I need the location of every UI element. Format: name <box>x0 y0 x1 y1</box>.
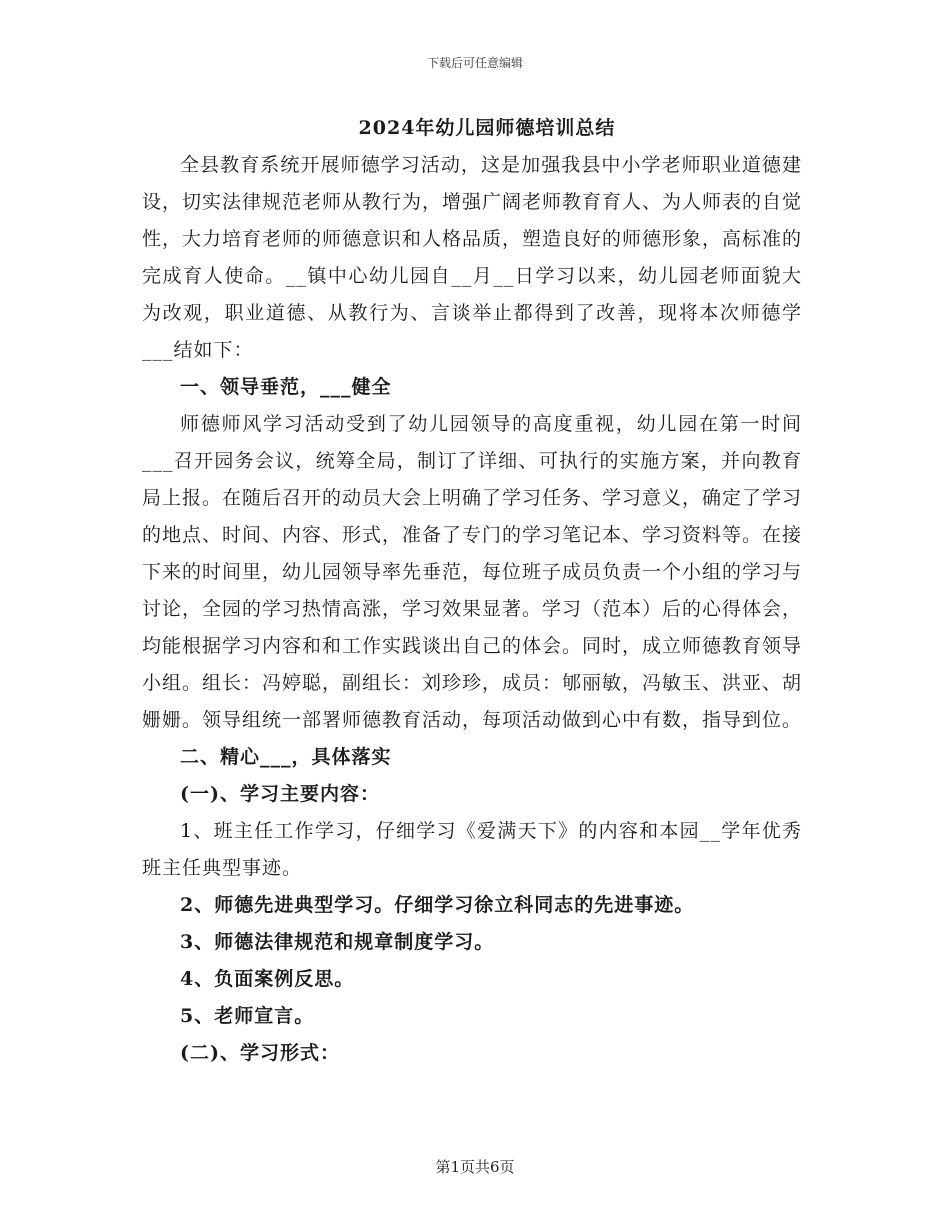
list-item: 1、班主任工作学习，仔细学习《爱满天下》的内容和本园__学年优秀班主任典型事迹。 <box>142 820 802 879</box>
page-indicator: 第1页共6页 <box>435 1158 515 1176</box>
document-title: 2024年幼儿园师德培训总结 <box>358 117 616 139</box>
list-item: 2、师德先进典型学习。仔细学习徐立科同志的先进事迹。 <box>180 894 695 916</box>
section-heading-2: 二、精心___，具体落实 <box>180 746 392 768</box>
list-item: 4、负面案例反思。 <box>180 968 355 990</box>
list-item: 5、老师宣言。 <box>180 1005 315 1027</box>
intro-paragraph: 全县教育系统开展师德学习活动，这是加强我县中小学老师职业道德建设，切实法律规范老师从教行为，增强广阔老师教育育人、为人师表的自觉性，大力培育老师的师德意识和人格品质，塑造良好的师德形象，高标准的完成育人使命。__镇中心幼儿园自__月__日学习以来，幼儿园老师面貌大为改观，职业道德、从教行为、言谈举止都得到了改善，现将本次师德学___结如下： <box>142 154 803 361</box>
subsection-heading-1: (一)、学习主要内容： <box>180 783 380 805</box>
section-heading-1: 一、领导垂范，___健全 <box>180 376 392 398</box>
document-body <box>142 110 802 1072</box>
section-paragraph-1: 师德师风学习活动受到了幼儿园领导的高度重视，幼儿园在第一时间___召开园务会议，统筹全局，制订了详细、可执行的实施方案，并向教育局上报。在随后召开的动员大会上明确了学习任务、学习意义，确定了学习的地点、时间、内容、形式，准备了专门的学习笔记本、学习资料等。在接下来的时间里，幼儿园领导率先垂范，每位班子成员负责一个小组的学习与讨论，全园的学习热情高涨，学习效果显著。学习（范本）后的心得体会，均能根据学习内容和和工作实践谈出自己的体会。同时，成立师德教育领导小组。组长：冯婷聪，副组长：刘珍珍，成员：郇丽敏，冯敏玉、洪亚、胡姗姗。领导组统一部署师德教育活动，每项活动做到心中有数，指导到位。 <box>142 413 803 731</box>
header-note: 下载后可任意编辑 <box>426 56 523 70</box>
list-item: 3、师德法律规范和规章制度学习。 <box>180 931 495 953</box>
subsection-heading-2: (二)、学习形式： <box>180 1042 340 1064</box>
